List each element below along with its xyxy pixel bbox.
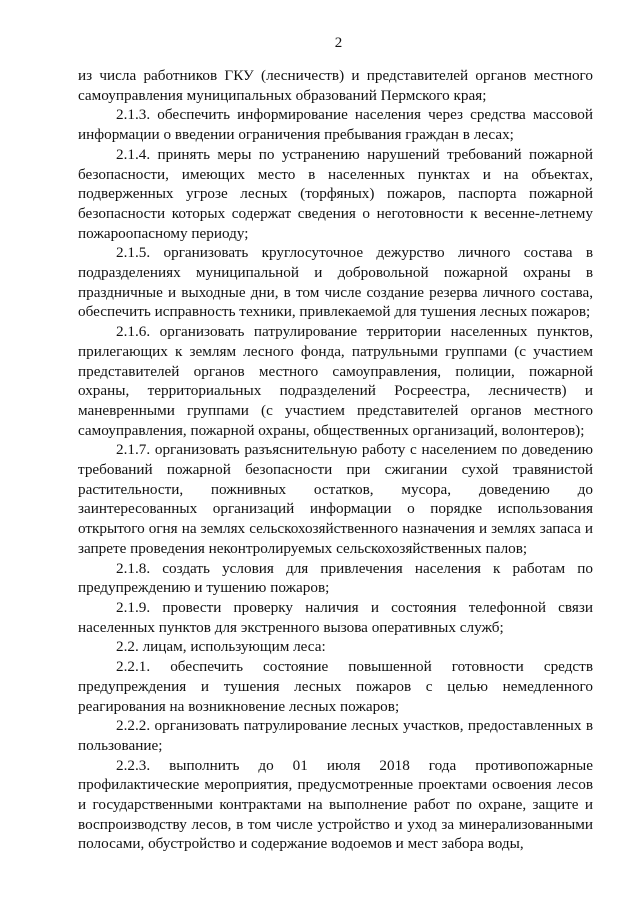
paragraph-2-1-4: 2.1.4. принять меры по устранению нарушений требований пожарной безопасности, имеющих место в населенных пунктах и на объектах, подверженных угрозе лесных (торфяных) пожаров, паспорта пожарной безопасности которых содержат сведения о неготовности к весенне-летнему пожароопасному периоду; bbox=[78, 145, 593, 242]
paragraph: из числа работников ГКУ (лесничеств) и представителей органов местного самоуправления муниципальных образований Пермского края; bbox=[78, 67, 593, 104]
paragraph-2-1-9: 2.1.9. провести проверку наличия и состояния телефонной связи населенных пунктов для экстренного вызова оперативных служб; bbox=[78, 598, 593, 636]
document-body bbox=[78, 66, 593, 854]
page-number: 2 bbox=[334, 35, 343, 51]
paragraph-2-2-1: 2.2.1. обеспечить состояние повышенной готовности средств предупреждения и тушения лесных пожаров с целью немедленного реагирования на возникновение лесных пожаров; bbox=[78, 658, 593, 715]
paragraph-2-2-3: 2.2.3. выполнить до 01 июля 2018 года противопожарные профилактические мероприятия, предусмотренные проектами освоения лесов и государственными контрактами на выполнение работ по охране, защите и воспроизводству лесов, в том числе устройство и уход за минерализованными полосами, обустройство и содержание водоемов и мест забора воды, bbox=[78, 756, 593, 853]
paragraph-2-2: 2.2. лицам, использующим леса: bbox=[116, 638, 326, 656]
paragraph-2-1-8: 2.1.8. создать условия для привлечения населения к работам по предупреждению и тушению пожаров; bbox=[78, 559, 593, 597]
paragraph-2-1-3: 2.1.3. обеспечить информирование населения через средства массовой информации о введении ограничения пребывания граждан в лесах; bbox=[78, 106, 593, 144]
paragraph-2-1-6: 2.1.6. организовать патрулирование территории населенных пунктов, прилегающих к землям лесного фонда, патрульными группами (с участием представителей органов местного самоуправления, полиции, пожарной охраны, территориальных подразделений Росреестра, лесничеств) и маневренными группами (с участием представителей органов местного самоуправления, пожарной охраны, общественных организаций, волонтеров); bbox=[78, 323, 593, 439]
paragraph-2-1-7: 2.1.7. организовать разъяснительную работу с населением по доведению требований пожарной безопасности при сжигании сухой травянистой растительности, пожнивных остатков, мусора, доведению до заинтересованных организаций информации о порядке использования открытого огня на землях сельскохозяйственного назначения и землях запаса и запрете проведения неконтролируемых сельскохозяйственных палов; bbox=[78, 441, 593, 557]
paragraph-2-1-5: 2.1.5. организовать круглосуточное дежурство личного состава в подразделениях муниципальной и добровольной пожарной охраны в праздничные и выходные дни, в том числе создание резерва личного состава, обеспечить исправность техники, привлекаемой для тушения лесных пожаров; bbox=[78, 244, 593, 321]
paragraph-2-2-2: 2.2.2. организовать патрулирование лесных участков, предоставленных в пользование; bbox=[78, 717, 593, 754]
